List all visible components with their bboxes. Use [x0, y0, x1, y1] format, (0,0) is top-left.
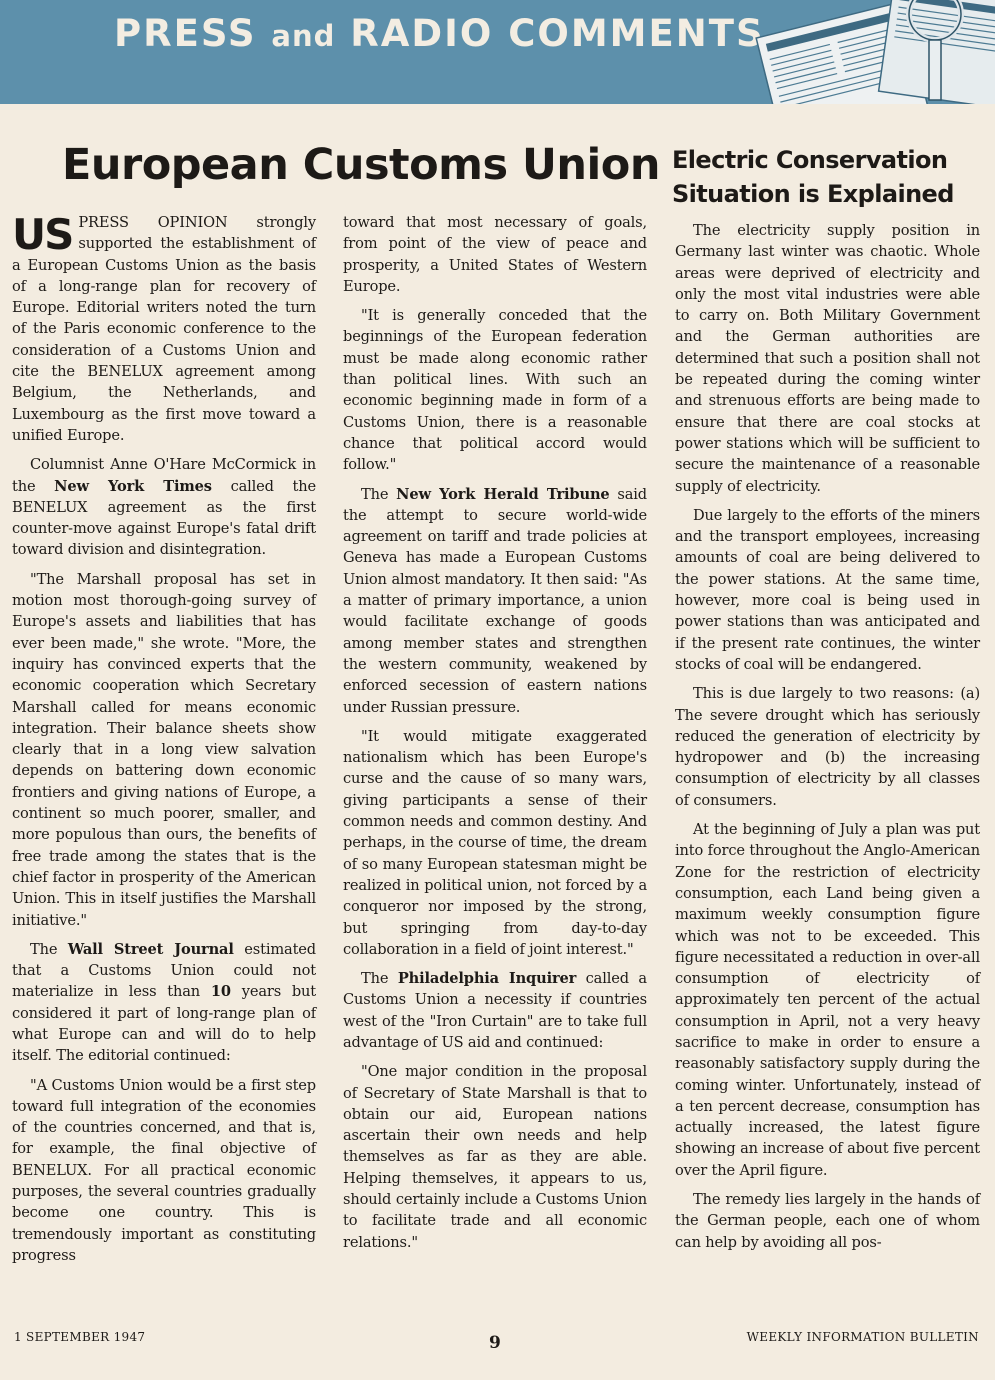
- main-article-column-1: [12, 212, 316, 1274]
- newspaper-name: Wall Street Journal: [67, 940, 234, 958]
- newspaper-name: New York Times: [54, 477, 212, 495]
- paragraph: The remedy lies largely in the hands of the German people, each one of whom can help by avoiding all pos-: [675, 1191, 980, 1251]
- side-article-column: [675, 220, 980, 1261]
- newspaper-magnifier-illustration: [745, 0, 995, 104]
- paragraph: The New York Herald Tribune said the attempt to secure world-wide agreement on tariff and trade policies at Geneva has made a European Customs Union almost mandatory. It then said: "As a matter of primary importance, a union would facilitate exchange of goods among member states and strengthen the western community, weakened by enforced secession of eastern nations under Russian pressure.: [343, 485, 647, 716]
- paragraph: "One major condition in the proposal of Secretary of State Marshall is that to obtain our aid, European nations ascertain their own needs and help themselves as far as they are able. Helping themselves, it appears to us, should certainly include a Customs Union to facilitate trade and all economic relations.": [343, 1063, 647, 1251]
- main-article-column-2: [343, 212, 647, 1261]
- drop-cap: US: [12, 210, 73, 259]
- header-banner: [0, 0, 995, 104]
- footer-date: 1 SEPTEMBER 1947: [14, 1330, 146, 1344]
- article-title: European Customs Union: [62, 140, 660, 190]
- paragraph: "A Customs Union would be a first step toward full integration of the economies of the countries concerned, and that is, for example, the final objective of BENELUX. For all practical economic purposes, the several countries gradually become one country. This is tremendously important as constituting progress: [12, 1076, 316, 1264]
- newspaper-name: Philadelphia Inquirer: [397, 970, 577, 988]
- banner-title: [114, 12, 765, 55]
- footer-publication: WEEKLY INFORMATION BULLETIN: [746, 1330, 979, 1344]
- paragraph: Columnist Anne O'Hare McCormick in the New York Times called the BENELUX agreement as the first counter-move against Europe's fatal drift toward division and disintegration.: [12, 456, 316, 559]
- paragraph: "It is generally conceded that the beginnings of the European federation must be made along economic rather than political lines. With such an economic beginning made in form of a Customs Union, there is a reasonable chance that political accord would follow.": [343, 307, 647, 474]
- paragraph: The Wall Street Journal estimated that a Customs Union could not materialize in less than 10 years but considered it part of long-range plan of what Europe can and will do to help itself. The editorial continued:: [12, 940, 317, 1065]
- paragraph: "The Marshall proposal has set in motion most thorough-going survey of Europe's assets and liabilities that has ever been made," she wrote. "More, the inquiry has convinced experts that the economic cooperation which Secretary Marshall called for means economic integration. Their balance sheets show clearly that in a long view salvation depends on battering down economic frontiers and giving nations of Europe, a continent so much poorer, smaller, and more populous than ours, the benefits of free trade among the states that is the chief factor in prosperity of the American Union. This in itself justifies the Marshall initiative.": [12, 570, 316, 929]
- paragraph: "It would mitigate exaggerated nationalism which has been Europe's curse and the cause of so many wars, giving participants a sense of their common needs and common destiny. And perhaps, in the course of time, the dream of so many European statesman might be realized in political union, not forced by a conqueror nor imposed by the strong, but springing from day-to-day collaboration in a field of joint interest.": [343, 727, 647, 958]
- banner-title-rest: RADIO COMMENTS: [350, 12, 765, 55]
- paragraph: The electricity supply position in Germany last winter was chaotic. Whole areas were deprived of electricity and only the most vital industries were able to carry on. Both Military Government and the German authorities are determined that such a position shall not be repeated during the coming winter and strenuous efforts are being made to ensure that there are coal stocks at power stations which will be sufficient to secure the maintenance of a reasonable supply of electricity.: [675, 222, 980, 495]
- paragraph: This is due largely to two reasons: (a) The severe drought which has seriously reduced the generation of electricity by hydropower and (b) the increasing consumption of electricity by all classes of consumers.: [675, 685, 980, 809]
- banner-title-press: PRESS: [114, 12, 257, 55]
- paragraph: Due largely to the efforts of the miners and the transport employees, increasing amounts of coal are being delivered to the power stations. At the same time, however, more coal is being used in power stations than was anticipated and if the present rate continues, the winter stocks of coal will be endangered.: [675, 506, 980, 673]
- page-number: 9: [489, 1333, 501, 1353]
- newspaper-name: New York Herald Tribune: [396, 485, 610, 503]
- paragraph: At the beginning of July a plan was put into force throughout the Anglo-American Zone for the restriction of electricity consumption, each Land being given a maximum weekly consumption figure which was not to be exceeded. This figure necessitated a reduction in over-all consumption of electricity of approximately ten percent of the actual consumption in April, not a very heavy sacrifice to make in order to ensure a reasonably satisfactory supply during the coming winter. Unfortunately, instead of a ten percent decrease, consumption has actually increased, the latest figure showing an increase of about five percent over the April figure.: [675, 821, 980, 1179]
- banner-title-and: and: [271, 19, 336, 53]
- paragraph: toward that most necessary of goals, from point of the view of peace and prosperity, a United States of Western Europe.: [343, 214, 647, 295]
- paragraph: The Philadelphia Inquirer called a Customs Union a necessity if countries west of the "Iron Curtain" are to take full advantage of US aid and continued:: [343, 970, 647, 1051]
- side-article-title: Electric Conservation Situation is Explained: [672, 146, 954, 208]
- paragraph: US PRESS OPINION strongly supported the establishment of a European Customs Union as the basis of a long-range plan for recovery of Europe. Editorial writers noted the turn of the Paris economic conference to the consideration of a Customs Union and cite the BENELUX agreement among Belgium, the Netherlands, and Luxembourg as the first move toward a unified Europe.: [12, 210, 316, 444]
